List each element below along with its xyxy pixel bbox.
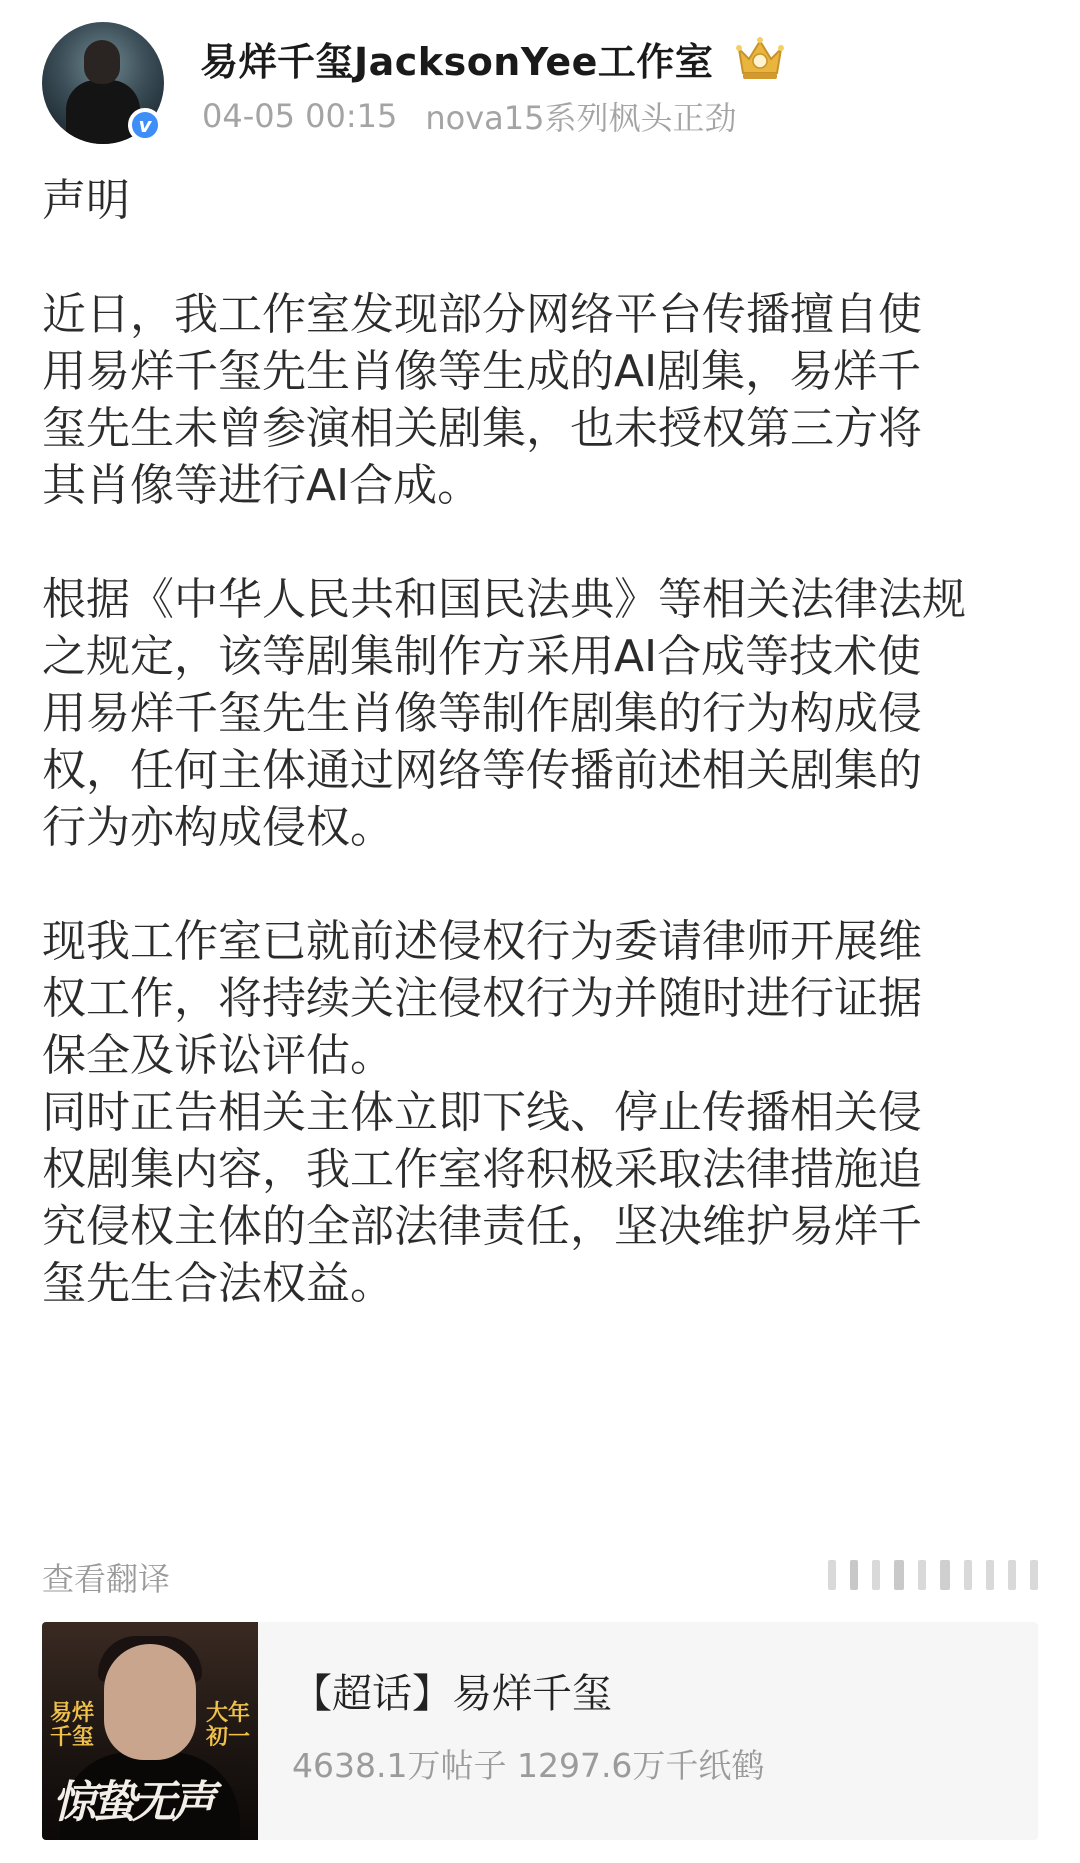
paragraph-line: 用易烊千玺先生肖像等生成的AI剧集，易烊千 (42, 346, 922, 397)
translate-row (42, 1546, 1042, 1596)
post-timestamp: 04-05 00:15 (202, 97, 398, 135)
post-content (42, 152, 1042, 1312)
verified-badge-icon: v (128, 108, 162, 142)
paragraph-line: 权剧集内容，我工作室将积极采取法律措施追 (42, 1144, 922, 1195)
cover-text-line: 千玺 (50, 1725, 95, 1750)
paragraph-line: 权，任何主体通过网络等传播前述相关剧集的 (42, 745, 922, 796)
paragraph-line: 玺先生合法权益。 (42, 1258, 394, 1309)
paragraph-line: 之规定，该等剧集制作方采用AI合成等技术使 (42, 631, 922, 682)
avatar[interactable] (42, 22, 164, 144)
super-topic-card[interactable] (42, 1622, 1038, 1840)
paragraph-line: 其肖像等进行AI合成。 (42, 460, 482, 511)
post-source[interactable]: nova15系列枫头正劲 (425, 99, 737, 137)
paragraph-2 (42, 571, 1042, 856)
paragraph-line: 行为亦构成侵权。 (42, 802, 394, 853)
paragraph-line: 同时正告相关主体立即下线、停止传播相关侵 (42, 1087, 922, 1138)
statement-title: 声明 (42, 175, 130, 226)
cover-calligraphy: 惊蛰无声 (52, 1777, 212, 1828)
topic-title[interactable]: 【超话】易烊千玺 (292, 1671, 612, 1717)
paragraph-line: 保全及诉讼评估。 (42, 1030, 394, 1081)
account-name[interactable]: 易烊千玺JacksonYee工作室 (200, 39, 714, 84)
cover-right-text (206, 1702, 250, 1750)
paragraph-line: 究侵权主体的全部法律责任，坚决维护易烊千 (42, 1201, 922, 1252)
paragraph-line: 用易烊千玺先生肖像等制作剧集的行为构成侵 (42, 688, 922, 739)
crown-icon[interactable] (733, 35, 787, 81)
paragraph-line: 玺先生未曾参演相关剧集，也未授权第三方将 (42, 403, 922, 454)
paragraph-line: 根据《中华人民共和国民法典》等相关法律法规 (42, 574, 966, 625)
paragraph-line: 近日，我工作室发现部分网络平台传播擅自使 (42, 289, 922, 340)
paragraph-1 (42, 286, 1042, 514)
view-translation-link[interactable]: 查看翻译 (42, 1560, 171, 1598)
post-header (42, 22, 1042, 152)
topic-cover-image (42, 1622, 258, 1840)
cover-text-line: 大年 (205, 1701, 250, 1726)
paragraph-line: 权工作，将持续关注侵权行为并随时进行证据 (42, 973, 922, 1024)
topic-stats: 4638.1万帖子 1297.6万千纸鹤 (292, 1746, 765, 1785)
name-row (200, 28, 787, 88)
cover-left-text (50, 1702, 94, 1750)
paragraph-3 (42, 913, 1042, 1312)
cover-text-line: 易烊 (50, 1701, 95, 1726)
watermark-bars (828, 1560, 1038, 1590)
cover-text-line: 初一 (205, 1725, 250, 1750)
paragraph-line: 现我工作室已就前述侵权行为委请律师开展维 (42, 916, 922, 967)
post-meta (202, 92, 737, 140)
